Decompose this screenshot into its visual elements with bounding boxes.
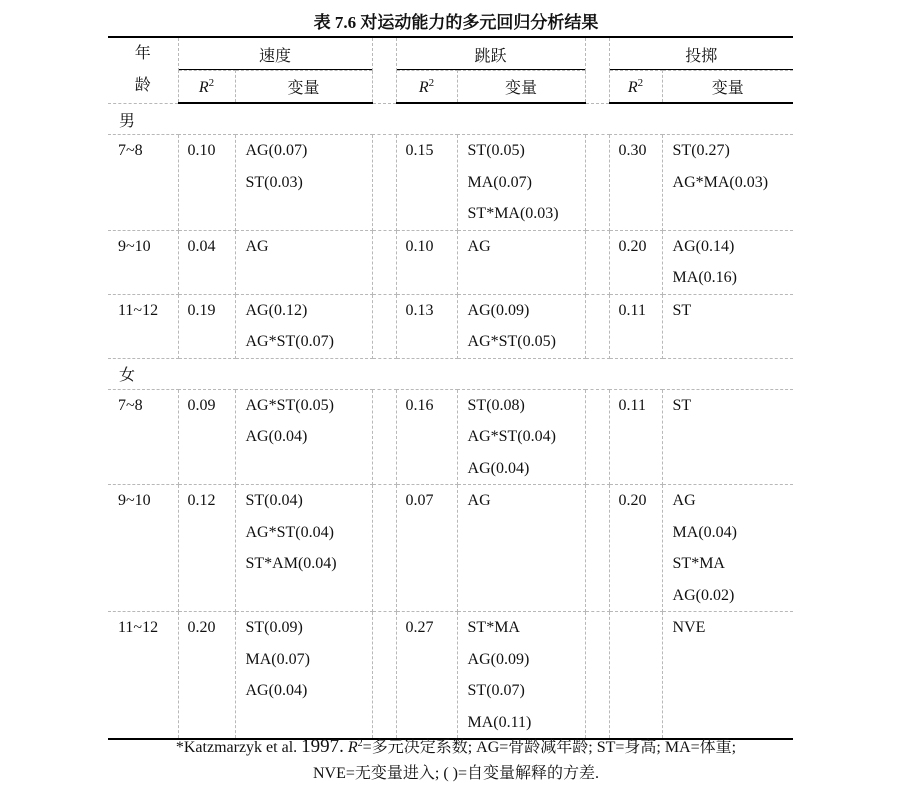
speed-variables-cell: [235, 294, 372, 358]
variable-entry: ST(0.08): [467, 396, 525, 414]
r2-header: $R^2$: [178, 71, 235, 104]
variable-entry: AG*ST(0.04): [467, 428, 556, 445]
footnote-year: 1997.: [301, 736, 344, 757]
section-label: 男: [108, 103, 793, 135]
variable-entry: AG(0.04): [245, 428, 308, 445]
variable-entry: AG(0.02): [672, 586, 735, 604]
variable-entry: ST(0.27): [672, 142, 730, 159]
jump-r2-cell: 0.15: [396, 135, 457, 231]
variable-entry: MA(0.11): [467, 713, 532, 731]
age-header: [108, 37, 178, 103]
variable-entry: ST*MA: [672, 555, 725, 572]
throw-variables-cell: [662, 612, 793, 740]
table-row: [108, 389, 793, 485]
spacer: [585, 612, 609, 740]
variable-entry: ST*AM(0.04): [245, 555, 337, 572]
spacer: [372, 230, 396, 294]
throw-variables-cell: [662, 135, 793, 231]
spacer: [585, 230, 609, 294]
variable-entry: ST(0.07): [467, 682, 525, 699]
speed-variables-cell: [235, 135, 372, 231]
speed-r2-cell: 0.20: [178, 612, 235, 740]
variable-entry: AG(0.04): [245, 682, 308, 699]
variable-entry: AG*ST(0.07): [245, 333, 334, 350]
jump-variables-cell: [457, 389, 585, 485]
variable-entry: AG*MA(0.03): [672, 173, 769, 191]
table-row: [108, 135, 793, 231]
jump-r2-cell: 0.07: [396, 485, 457, 612]
jump-variables-cell: [457, 485, 585, 612]
header-row-groups: [108, 37, 793, 71]
group-header-throw: 投掷: [609, 37, 793, 71]
throw-r2-cell: 0.11: [609, 389, 662, 485]
variable-header: 变量: [457, 71, 585, 104]
table-title: 表 7.6 对运动能力的多元回归分析结果: [313, 13, 599, 32]
section-label: 女: [108, 358, 793, 389]
throw-r2-cell: 0.20: [609, 230, 662, 294]
jump-r2-cell: 0.10: [396, 230, 457, 294]
spacer: [585, 294, 609, 358]
variable-entry: AG*ST(0.04): [245, 523, 334, 541]
jump-variables-cell: [457, 612, 585, 740]
variable-entry: MA(0.07): [245, 650, 310, 668]
variable-entry: ST(0.04): [245, 492, 303, 509]
throw-variables-cell: [662, 294, 793, 358]
table-row: [108, 612, 793, 740]
r2-header: $R^2$: [396, 71, 457, 104]
variable-entry: ST*MA: [467, 619, 520, 636]
age-cell: 7~8: [108, 389, 178, 485]
section-row: [108, 103, 793, 135]
age-header-char-2: 龄: [134, 77, 151, 95]
speed-r2-cell: 0.04: [178, 230, 235, 294]
spacer: [372, 135, 396, 231]
spacer: [585, 389, 609, 485]
table-row: [108, 294, 793, 358]
variable-entry: AG*ST(0.05): [245, 396, 334, 414]
group-header-jump: 跳跃: [396, 37, 585, 71]
variable-entry: MA(0.16): [672, 269, 737, 286]
jump-r2-cell: 0.27: [396, 612, 457, 740]
table-row: [108, 230, 793, 294]
age-cell: 9~10: [108, 485, 178, 612]
throw-variables-cell: [662, 389, 793, 485]
age-cell: 11~12: [108, 612, 178, 740]
speed-variables-cell: [235, 389, 372, 485]
group-header-speed: 速度: [178, 37, 372, 71]
spacer: [372, 294, 396, 358]
speed-variables-cell: [235, 230, 372, 294]
variable-entry: AG(0.12): [245, 301, 308, 319]
spacer: [585, 37, 609, 103]
throw-r2-cell: 0.11: [609, 294, 662, 358]
jump-variables-cell: [457, 294, 585, 358]
variable-entry: AG(0.14): [672, 237, 735, 255]
spacer: [372, 37, 396, 103]
jump-variables-cell: [457, 230, 585, 294]
variable-header: 变量: [662, 71, 793, 104]
variable-entry: NVE: [672, 619, 706, 636]
jump-r2-cell: 0.13: [396, 294, 457, 358]
spacer: [585, 485, 609, 612]
speed-variables-cell: [235, 485, 372, 612]
variable-entry: MA(0.04): [672, 523, 737, 541]
age-cell: 9~10: [108, 230, 178, 294]
variable-entry: ST(0.03): [245, 173, 303, 191]
variable-entry: ST*MA(0.03): [467, 205, 559, 222]
variable-entry: AG(0.09): [467, 650, 530, 668]
spacer: [372, 485, 396, 612]
jump-variables-cell: [457, 135, 585, 231]
speed-r2-cell: 0.19: [178, 294, 235, 358]
speed-r2-cell: 0.12: [178, 485, 235, 612]
variable-entry: ST(0.09): [245, 619, 303, 636]
throw-r2-cell: [609, 612, 662, 740]
variable-entry: ST(0.05): [467, 142, 525, 159]
variable-entry: AG: [467, 492, 491, 509]
spacer: [585, 135, 609, 231]
age-cell: 7~8: [108, 135, 178, 231]
jump-r2-cell: 0.16: [396, 389, 457, 485]
speed-r2-cell: 0.10: [178, 135, 235, 231]
footnote-line-2: NVE=无变量进入; ( )=自变量解释的方差.: [312, 765, 600, 782]
throw-r2-cell: 0.30: [609, 135, 662, 231]
variable-entry: ST: [672, 301, 692, 319]
table-row: [108, 485, 793, 612]
header-row-subcolumns: [108, 71, 793, 104]
variable-entry: ST: [672, 396, 692, 414]
age-cell: 11~12: [108, 294, 178, 358]
age-header-char-1: 年: [134, 45, 151, 63]
spacer: [372, 612, 396, 740]
variable-header: 变量: [235, 71, 372, 104]
variable-entry: MA(0.07): [467, 173, 532, 191]
variable-entry: AG(0.04): [467, 459, 530, 477]
section-row: [108, 358, 793, 389]
throw-variables-cell: [662, 485, 793, 612]
variable-entry: AG(0.09): [467, 301, 530, 319]
variable-entry: AG: [245, 237, 269, 255]
footnote-citation: *Katzmarzyk et al.: [175, 739, 302, 756]
variable-entry: AG*ST(0.05): [467, 333, 556, 350]
footnote-definitions: =多元决定系数; AG=骨龄减年龄; ST=身高; MA=体重;: [362, 739, 737, 756]
footnote-r: R: [343, 739, 358, 756]
throw-r2-cell: 0.20: [609, 485, 662, 612]
speed-r2-cell: 0.09: [178, 389, 235, 485]
regression-table: [108, 36, 793, 740]
r2-header: $R^2$: [609, 71, 662, 104]
footnote-line-1: *Katzmarzyk et al. 1997. $R^2=$多元决定系数; AG=骨龄减年龄; ST=身高; MA=体重;: [175, 736, 737, 757]
speed-variables-cell: [235, 612, 372, 740]
table-body: [108, 103, 793, 739]
variable-entry: AG(0.07): [245, 142, 308, 159]
throw-variables-cell: [662, 230, 793, 294]
spacer: [372, 389, 396, 485]
variable-entry: AG: [672, 492, 696, 509]
variable-entry: AG: [467, 237, 491, 255]
